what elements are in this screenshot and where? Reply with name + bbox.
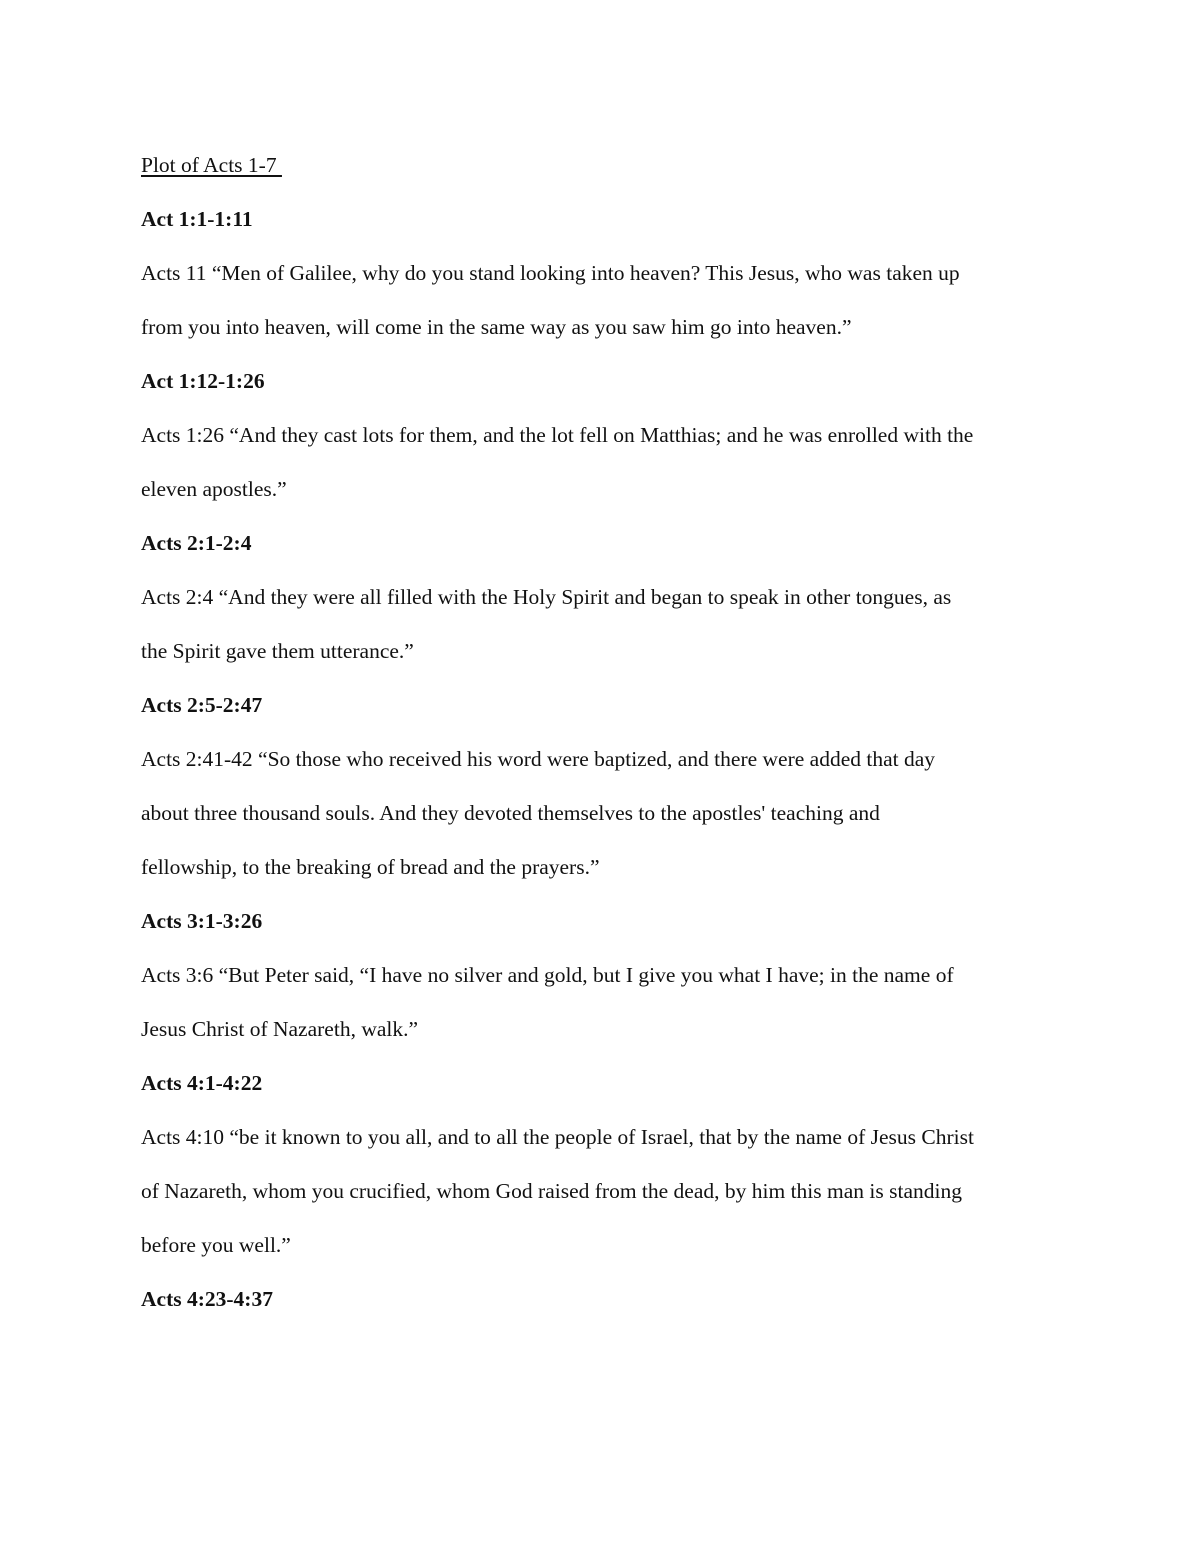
quote-line: about three thousand souls. And they devoted themselves to the apostles' teaching and xyxy=(141,801,880,825)
section-acts-4-1 xyxy=(141,1056,1071,1272)
scripture-quote xyxy=(141,408,1071,516)
section-heading: Acts 4:1-4:22 xyxy=(141,1071,263,1095)
quote-line: Jesus Christ of Nazareth, walk.” xyxy=(141,1017,419,1041)
section-heading: Acts 2:5-2:47 xyxy=(141,693,263,717)
quote-line: fellowship, to the breaking of bread and the prayers.” xyxy=(141,855,600,879)
section-acts-3-1 xyxy=(141,894,1071,1056)
scripture-quote xyxy=(141,570,1071,678)
section-acts-1-1 xyxy=(141,192,1071,354)
section-heading: Acts 4:23-4:37 xyxy=(141,1287,273,1311)
section-heading: Act 1:1-1:11 xyxy=(141,207,253,231)
quote-line: from you into heaven, will come in the same way as you saw him go into heaven.” xyxy=(141,315,852,339)
quote-line: Acts 2:41-42 “So those who received his word were baptized, and there were added that day xyxy=(141,747,936,771)
quote-line: Acts 1:26 “And they cast lots for them, and the lot fell on Matthias; and he was enrolled with the xyxy=(141,423,974,447)
scripture-quote xyxy=(141,246,1071,354)
quote-line: before you well.” xyxy=(141,1233,291,1257)
section-acts-2-1 xyxy=(141,516,1071,678)
quote-line: Acts 4:10 “be it known to you all, and to all the people of Israel, that by the name of Jesus Christ xyxy=(141,1125,974,1149)
section-acts-1-12 xyxy=(141,354,1071,516)
document-title: Plot of Acts 1-7 xyxy=(141,153,282,177)
quote-line: eleven apostles.” xyxy=(141,477,287,501)
quote-line: Acts 11 “Men of Galilee, why do you stand looking into heaven? This Jesus, who was taken up xyxy=(141,261,960,285)
scripture-quote xyxy=(141,732,1071,894)
section-heading: Acts 2:1-2:4 xyxy=(141,531,252,555)
section-acts-4-23 xyxy=(141,1272,1071,1326)
document-body xyxy=(141,138,1071,1326)
quote-line: Acts 2:4 “And they were all filled with the Holy Spirit and began to speak in other tongues, as xyxy=(141,585,952,609)
section-heading: Act 1:12-1:26 xyxy=(141,369,265,393)
quote-line: Acts 3:6 “But Peter said, “I have no silver and gold, but I give you what I have; in the name of xyxy=(141,963,954,987)
section-acts-2-5 xyxy=(141,678,1071,894)
scripture-quote xyxy=(141,948,1071,1056)
scripture-quote xyxy=(141,1110,1071,1272)
quote-line: the Spirit gave them utterance.” xyxy=(141,639,414,663)
quote-line: of Nazareth, whom you crucified, whom God raised from the dead, by him this man is standing xyxy=(141,1179,962,1203)
section-heading: Acts 3:1-3:26 xyxy=(141,909,263,933)
